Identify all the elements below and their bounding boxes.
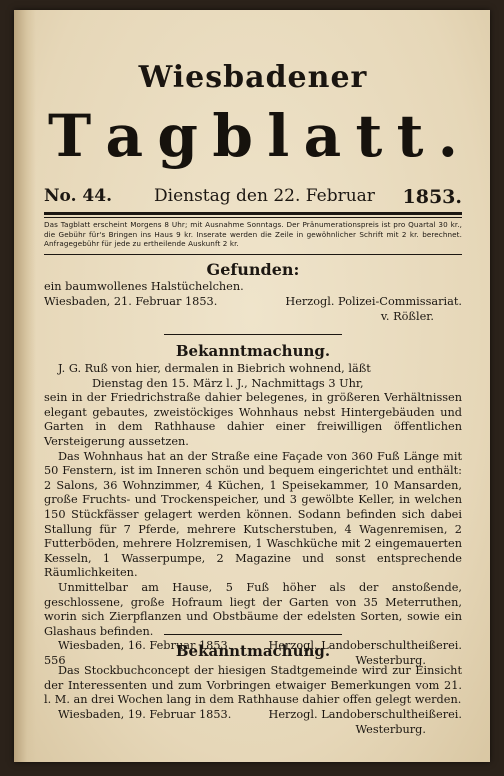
masthead-letter: g (157, 102, 198, 170)
found-signer: v. Rößler. (380, 309, 434, 323)
found-place-date: Wiesbaden, 21. Februar 1853. (44, 294, 218, 308)
notice2-signer: Westerburg. (355, 722, 426, 736)
notice2-heading: Bekanntmachung. (175, 642, 331, 660)
masthead-letter: l (267, 102, 290, 170)
notice2-authority: Herzogl. Landoberschultheißerei. (268, 707, 462, 721)
masthead-line-2 (44, 102, 462, 170)
issue-date: Dienstag den 22. Februar (154, 186, 375, 206)
notice2-place-date: Wiesbaden, 19. Februar 1853. (58, 707, 232, 721)
page-spine-shadow (14, 10, 36, 762)
newspaper-page (14, 10, 490, 762)
notice1-date-line: Dienstag den 15. März l. J., Nachmittags 3 Uhr, (92, 376, 364, 390)
notice1-authority: Herzogl. Landoberschultheißerei. (268, 639, 462, 653)
issue-line (44, 186, 462, 212)
masthead-line-1: Wiesbadener (138, 60, 368, 95)
notice1-place-date: Wiesbaden, 16. Februar 1853. (58, 639, 232, 653)
masthead-letter: t (396, 102, 424, 170)
notice1-intro: J. G. Ruß von hier, dermalen in Biebrich wohnend, läßt (58, 362, 371, 375)
found-item: ein baumwollenes Halstüchelchen. (44, 280, 244, 293)
found-heading: Gefunden: (206, 260, 300, 279)
notice2-body (44, 664, 462, 738)
notice2-paragraph-1: Das Stockbuchconcept der hiesigen Stadtgemeinde wird zur Einsicht der Interessenten und zum Vorbringen etwaiger Bemerkungen vom 21. l. M. an drei Wochen lang in dem Rathhause dahier offen gelegt werden. (44, 664, 462, 707)
notice1-paragraph-1: sein in der Friedrichstraße dahier belegenes, in größeren Verhältnissen elegant gebautes, zweistöckiges Wohnhaus nebst Hintergebäuden und Garten in dem Rathhause dahier einer freiwilligen öffentlichen Versteigerung aussetzen. (44, 391, 462, 448)
section-separator (164, 334, 342, 335)
masthead-letter: . (437, 102, 458, 170)
notice1-signer: Westerburg. (355, 654, 426, 668)
header-rule-thin (44, 217, 462, 218)
notice1-heading: Bekanntmachung. (175, 342, 331, 360)
found-signer-row (44, 310, 462, 325)
found-section (44, 280, 462, 325)
masthead-letter: T (48, 102, 92, 170)
divider-rule (44, 254, 462, 255)
header-rule-thick (44, 212, 462, 215)
notice1-reference-number: 556 (44, 654, 66, 668)
issue-number: No. 44. (44, 186, 112, 206)
masthead-letter: a (303, 102, 342, 170)
notice2-signer-row (44, 723, 462, 738)
masthead-letter: b (212, 102, 253, 170)
masthead-letter: a (105, 102, 144, 170)
notice2-signature-row (44, 708, 462, 723)
found-authority: Herzogl. Polizei-Commissariat. (285, 294, 462, 308)
masthead-letter: t (355, 102, 383, 170)
section-separator (164, 634, 342, 635)
issue-year: 1853. (402, 186, 462, 208)
notice1-body (44, 362, 462, 669)
notice1-paragraph-2: Das Wohnhaus hat an der Straße eine Façade von 360 Fuß Länge mit 50 Fenstern, ist im Inneren schön und bequem eingerichtet und enthält: 2 Salons, 36 Wohnzimmer, 4 Küchen, 1 Speisekammer, 10 Mansarden, große Fruchts- und Trockenspeicher, und 3 gewölbte Keller, in welchen 150 Stückfässer gelagert werden können. Sodann befinden sich dabei Stallung für 7 Pferde, mehrere Kutscherstuben, 4 Wagenremisen, 2 Futterböden, mehrere Holzremisen, 1 Waschküche mit 2 eingemauerten Kesseln, 1 Wasserpumpe, 2 Magazine und sonst entsprechende Räumlichkeiten. (44, 449, 462, 580)
found-signature-row (44, 295, 462, 310)
subscription-notice: Das Tagblatt erscheint Morgens 8 Uhr; mit Ausnahme Sonntags. Der Pränumerationspreis ist pro Quartal 30 kr., die Gebühr für's Bringen ins Haus 9 kr. Inserate werden die Zeile in gewöhnlicher Schrift mit 2 kr. berechnet. Anfragegebühr für jede zu ertheilende Auskunft 2 kr. (44, 220, 462, 248)
notice1-paragraph-3: Unmittelbar am Hause, 5 Fuß höher als der anstoßende, geschlossene, große Hofraum liegt der Garten von 35 Meterruthen, worin sich Zierpflanzen und Obstbäume der edelsten Sorten, sowie ein Glashaus befinden. (44, 580, 462, 638)
